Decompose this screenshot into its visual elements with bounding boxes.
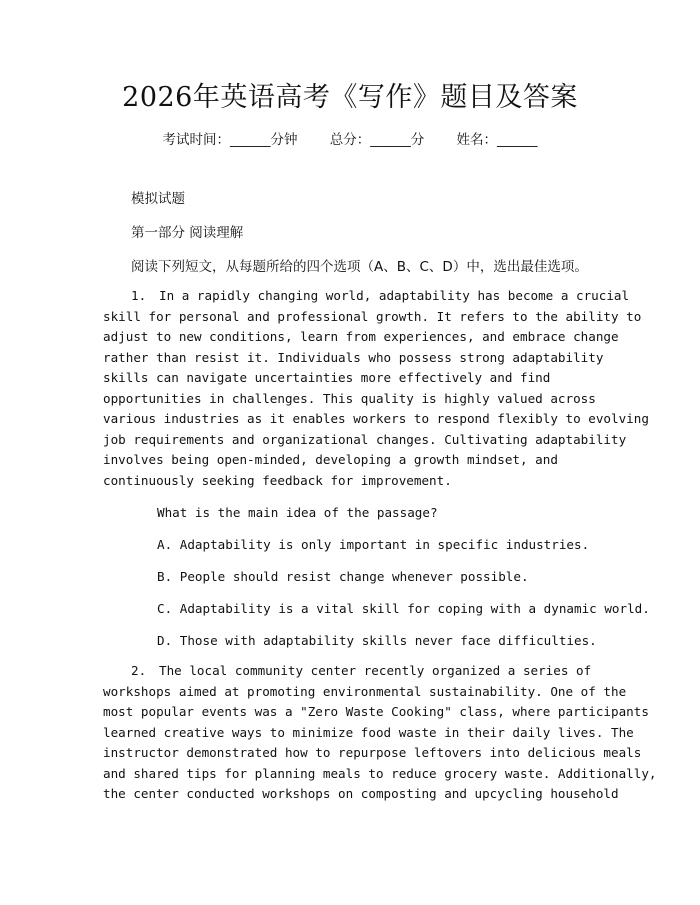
passage-line: workshops aimed at promoting environmental sustainability. One of the bbox=[103, 683, 627, 699]
exam-time-field: 考试时间：______分钟 bbox=[162, 132, 298, 148]
passage-line: 1. In a rapidly changing world, adaptability has become a crucial bbox=[103, 286, 603, 307]
passage-line: opportunities in challenges. This quality is highly valued across bbox=[103, 390, 596, 406]
question-1: What is the main idea of the passage? bbox=[157, 505, 438, 520]
passage-line: continuously seeking feedback for improvement. bbox=[103, 472, 452, 488]
exam-meta-row bbox=[0, 128, 700, 152]
passage-line: the center conducted workshops on composting and upcycling household bbox=[103, 786, 619, 801]
option-d: D. Those with adaptability skills never face difficulties. bbox=[157, 633, 597, 648]
passage-number: 2. bbox=[131, 663, 147, 678]
passage-line: instructor demonstrated how to repurpose leftovers into delicious meals bbox=[103, 745, 642, 760]
passage-line: learned creative ways to minimize food waste in their daily lives. The bbox=[103, 724, 634, 740]
instructions: 阅读下列短文，从每题所给的四个选项（A、B、C、D）中，选出最佳选项。 bbox=[131, 259, 588, 275]
passage-line: and shared tips for planning meals to reduce grocery waste. Additionally, bbox=[103, 765, 657, 781]
option-a: A. Adaptability is only important in specific industries. bbox=[157, 537, 590, 552]
passage-line: job requirements and organizational changes. Cultivating adaptability bbox=[103, 431, 627, 447]
document-title: 2026年英语高考《写作》题目及答案 bbox=[122, 82, 578, 113]
passage-line: adjust to new conditions, learn from experiences, and embrace change bbox=[103, 329, 619, 344]
passage-line: involves being open-minded, developing a growth mindset, and bbox=[103, 452, 558, 467]
passage-line: skill for personal and professional growth. It refers to the ability to bbox=[103, 308, 642, 324]
passage-line: skills can navigate uncertainties more effectively and find bbox=[103, 370, 551, 385]
name-field: 姓名：______ bbox=[456, 132, 538, 148]
part-heading: 第一部分 阅读理解 bbox=[131, 225, 244, 241]
option-c: C. Adaptability is a vital skill for coping with a dynamic world. bbox=[157, 601, 650, 616]
total-score-field: 总分：______分 bbox=[329, 132, 425, 148]
passage-line: most popular events was a "Zero Waste Cooking" class, where participants bbox=[103, 704, 649, 719]
option-b: B. People should resist change whenever possible. bbox=[157, 569, 529, 584]
passage-line: various industries as it enables workers to respond flexibly to evolving bbox=[103, 411, 649, 426]
passage-1 bbox=[103, 286, 649, 491]
section-heading: 模拟试题 bbox=[131, 191, 185, 207]
passage-line: rather than resist it. Individuals who possess strong adaptability bbox=[103, 349, 604, 365]
passage-number: 1. bbox=[131, 288, 147, 303]
passage-2 bbox=[103, 661, 657, 805]
passage-line: 2. The local community center recently organized a series of bbox=[103, 661, 603, 682]
